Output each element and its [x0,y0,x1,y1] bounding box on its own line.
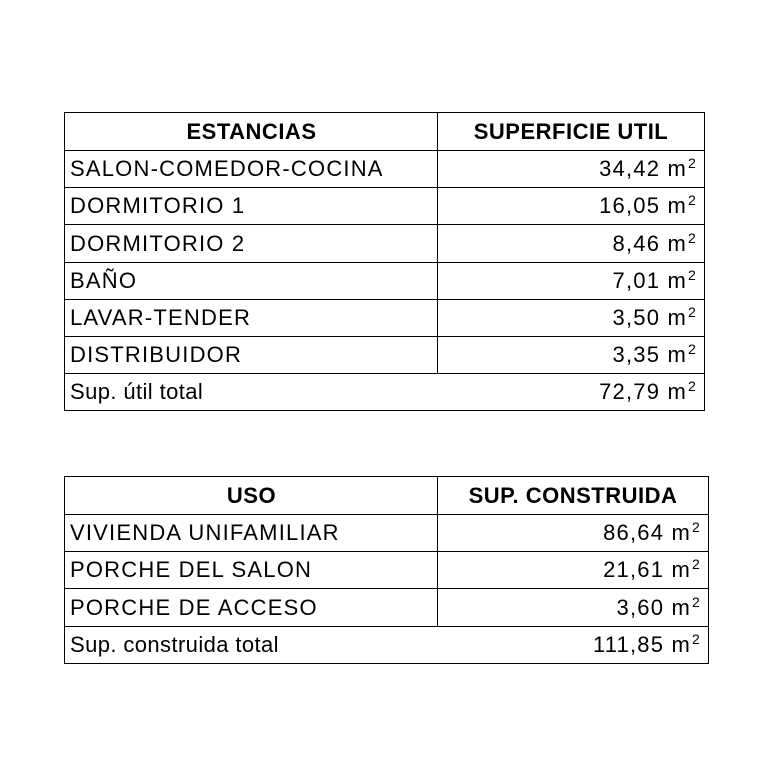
total-area: 72,79 m 2 [599,378,697,404]
header-sup-construida: SUP. CONSTRUIDA [437,477,708,514]
use-area: 86,64 m 2 [437,515,708,551]
room-area: 7,01 m 2 [437,263,704,299]
table-row [65,588,708,626]
room-name: DISTRIBUIDOR [70,342,243,367]
table-row [65,187,704,224]
room-name: BAÑO [70,268,138,293]
estancias-table [64,112,705,411]
use-name: PORCHE DEL SALON [70,557,313,582]
room-name: SALON-COMEDOR-COCINA [70,156,384,181]
room-area: 16,05 m 2 [437,188,704,224]
total-area: 111,85 m 2 [592,631,701,657]
header-estancias: ESTANCIAS [186,118,317,144]
table-row [65,551,708,588]
uso-table [64,476,709,664]
table-row [65,299,704,336]
room-area: 34,42 m 2 [437,151,704,187]
room-name: LAVAR-TENDER [70,305,252,330]
use-area: 3,60 m 2 [437,589,708,626]
table-header-row [65,477,708,514]
total-label: Sup. útil total [70,379,204,404]
table-header-row [65,113,704,150]
use-name: VIVIENDA UNIFAMILIAR [70,520,340,545]
header-uso: USO [226,482,277,508]
total-label: Sup. construida total [70,632,279,657]
total-row [65,373,704,410]
room-area: 8,46 m 2 [437,225,704,262]
table-row [65,150,704,187]
room-area: 3,35 m 2 [437,337,704,373]
table-row [65,262,704,299]
table-row [65,224,704,262]
room-name: DORMITORIO 1 [70,193,246,218]
room-area: 3,50 m 2 [437,300,704,336]
total-row [65,626,708,663]
table-row [65,514,708,551]
header-superficie-util: SUPERFICIE UTIL [437,113,704,150]
use-area: 21,61 m 2 [437,552,708,588]
room-name: DORMITORIO 2 [70,230,246,256]
use-name: PORCHE DE ACCESO [70,594,318,620]
table-row [65,336,704,373]
